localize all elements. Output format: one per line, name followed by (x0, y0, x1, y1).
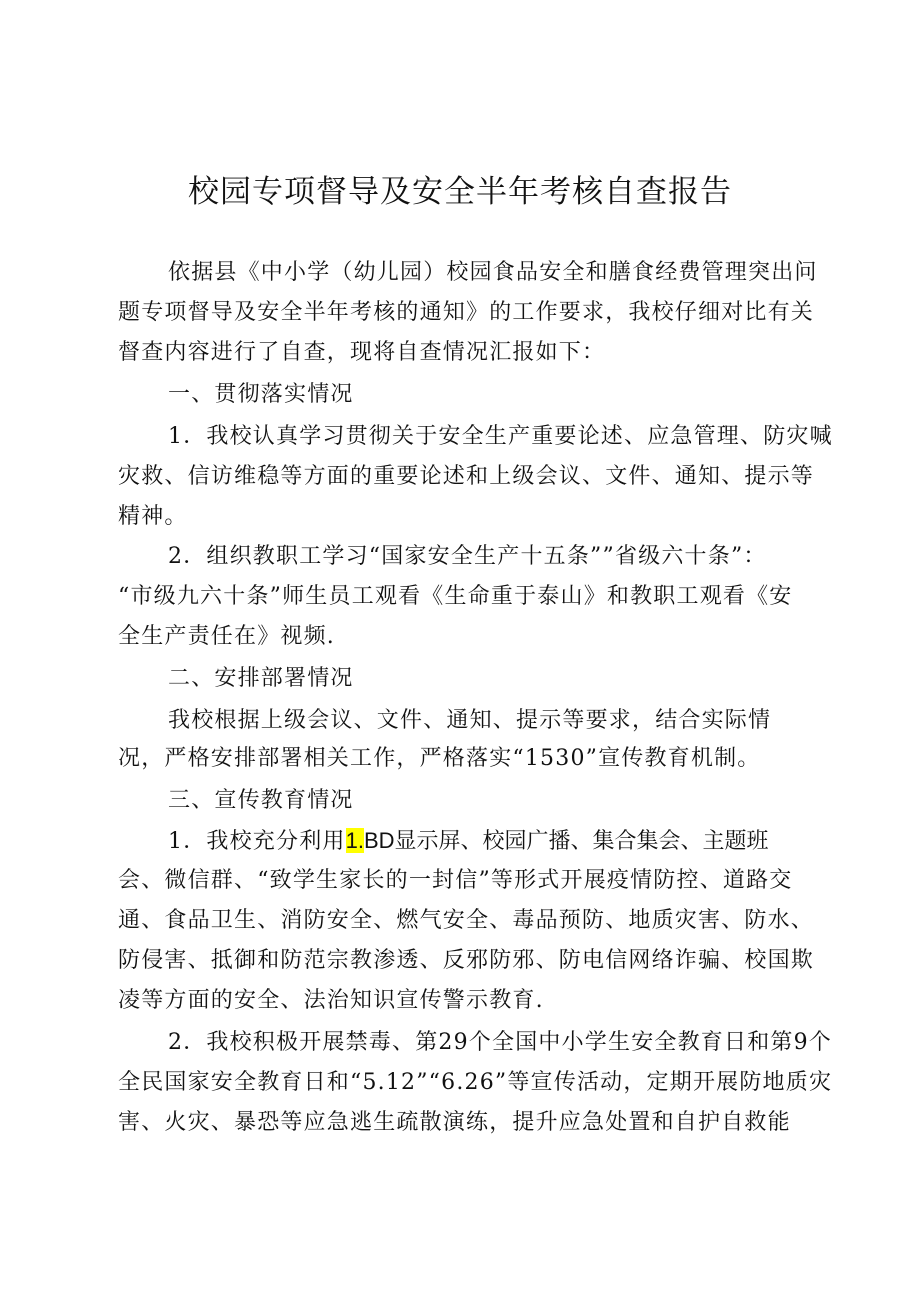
body-line: 2．我校积极开展禁毒、第29个全国中小学生安全教育日和第9个 (168, 1030, 832, 1055)
body-line: 督查内容进行了自查，现将自查情况汇报如下： (118, 340, 606, 365)
body-line: 防侵害、抵御和防范宗教渗透、反邪防邪、防电信网络诈骗、校国欺 (118, 948, 815, 973)
body-line-with-highlight (168, 826, 769, 857)
body-line: 会、微信群、“致学生家长的一封信”等形式开展疫情防控、道路交 (118, 868, 793, 893)
document-title: 校园专项督导及安全半年考核自查报告 (188, 174, 732, 210)
body-line: 通、食品卫生、消防安全、燃气安全、毒品预防、地质灾害、防水、 (118, 908, 815, 933)
body-line: 精神。 (118, 504, 188, 529)
body-line: 全生产责任在》视频. (118, 624, 335, 649)
body-line: 灾救、信访维稳等方面的重要论述和上级会议、文件、通知、提示等 (118, 464, 815, 489)
body-line: 2．组织教职工学习“国家安全生产十五条””省级六十条”： (168, 544, 767, 569)
body-line: 凌等方面的安全、法治知识宣传警示教育. (118, 988, 544, 1013)
section-heading: 二、安排部署情况 (168, 666, 354, 691)
highlighted-text: 1. (345, 828, 364, 853)
body-line: 害、火灾、暴恐等应急逃生疏散演练，提升应急处置和自护自救能 (118, 1110, 791, 1135)
line-text: 1．我校充分利用 (168, 829, 346, 854)
body-line: “市级九六十条”师生员工观看《生命重于泰山》和教职工观看《安 (118, 584, 793, 609)
body-line: 题专项督导及安全半年考核的通知》的工作要求，我校仔细对比有关 (118, 300, 815, 325)
body-line: 况，严格安排部署相关工作，严格落实“1530”宣传教育机制。 (118, 746, 761, 771)
body-line: 1．我校认真学习贯彻关于安全生产重要论述、应急管理、防灾喊 (168, 424, 833, 449)
body-line: 全民国家安全教育日和“5.12”“6.26”等宣传活动，定期开展防地质灾 (118, 1070, 833, 1095)
body-line: 我校根据上级会议、文件、通知、提示等要求，结合实际情 (168, 708, 772, 733)
body-line: 依据县《中小学（幼儿园）校园食品安全和膳食经费管理突出问 (168, 260, 818, 285)
section-heading: 一、贯彻落实情况 (168, 382, 354, 407)
section-heading: 三、宣传教育情况 (168, 788, 354, 813)
line-text: BD显示屏、校园广播、集合集会、主题班 (363, 828, 769, 853)
